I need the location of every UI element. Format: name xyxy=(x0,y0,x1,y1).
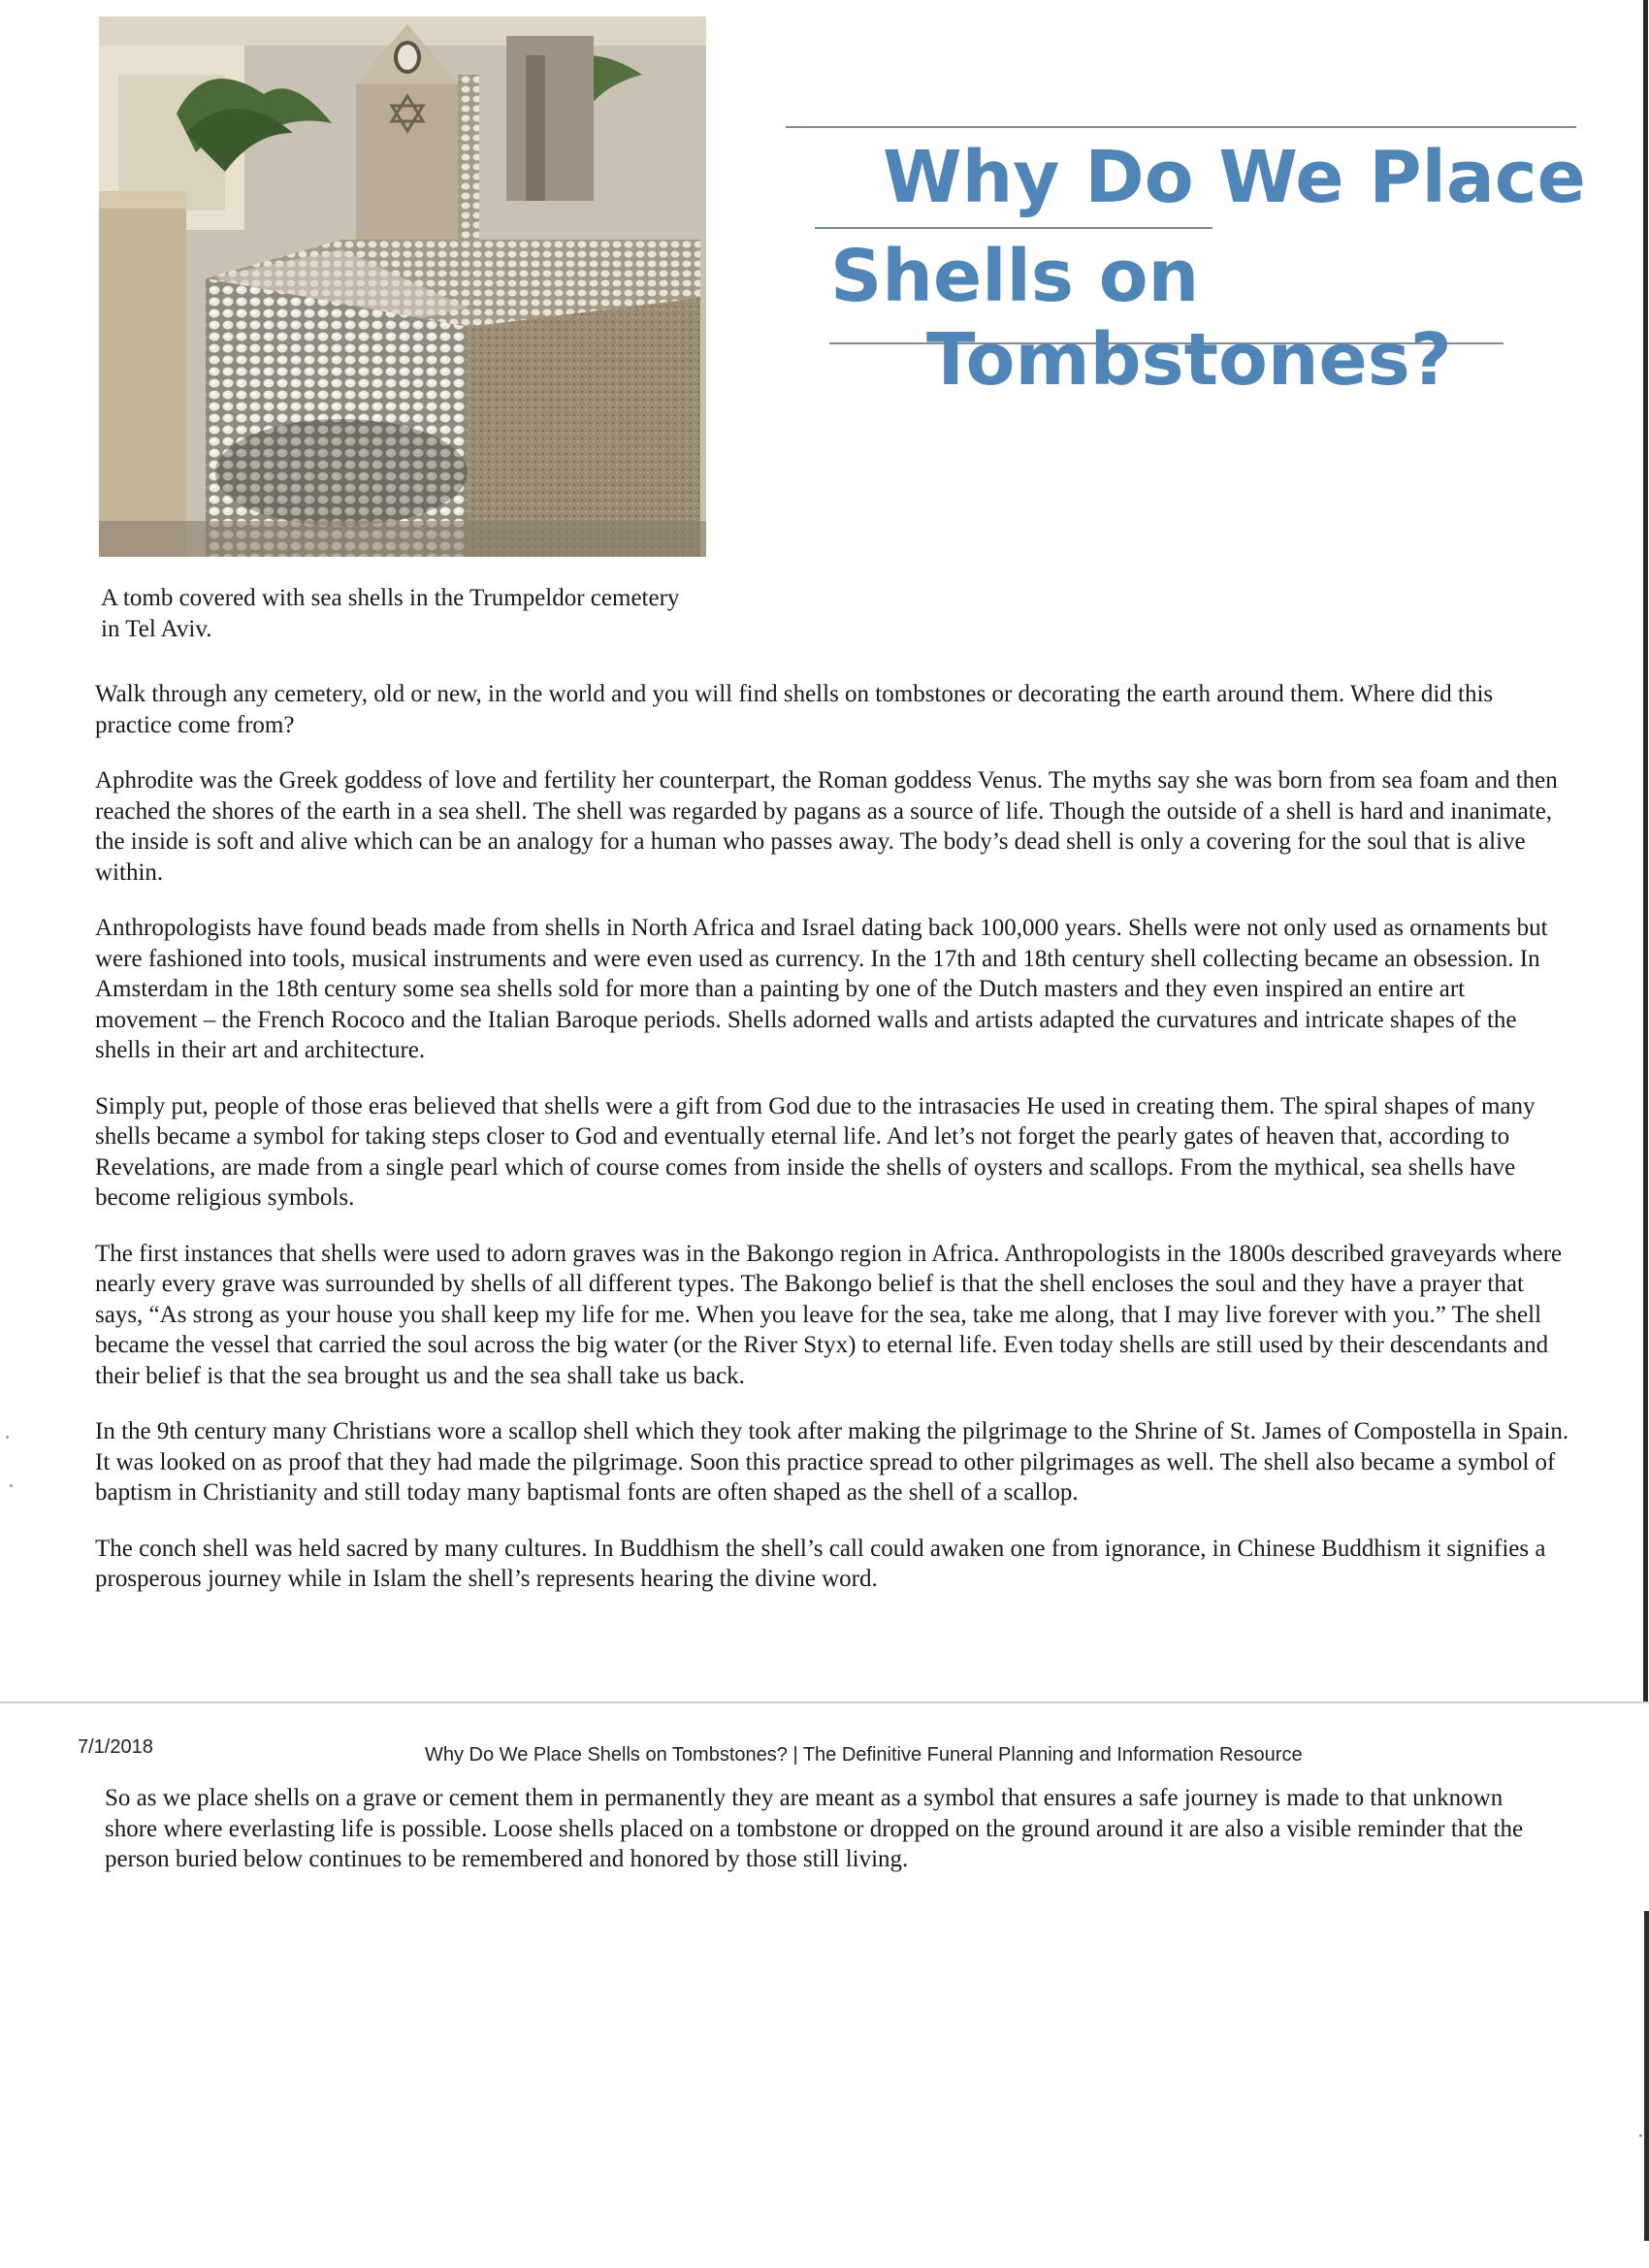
tomb-photo xyxy=(99,16,706,557)
article-paragraph: Simply put, people of those eras believed that shells were a gift from God due to the intrasacies He used in creating them. The spiral shapes of many shells became a symbol for taking steps closer to God and eventually eternal life. And let’s not forget the pearly gates of heaven that, according to Revelations, are made from a single pearl which of course comes from inside the shells of oysters and scallops. From the mythical, sea shells have become religious symbols. xyxy=(95,1092,1536,1211)
title-line-2: Shells on xyxy=(830,235,1200,318)
article-paragraph: In the 9th century many Christians wore a scallop shell which they took after making the pilgrimage to the Shrine of St. James of Compostella in Spain. It was looked on as proof that they had made the pilgrimage. Soon this practice spread to other pilgrimages as well. The shell also became a symbol of baptism in Christianity and still today many baptismal fonts are often shaped as the shell of a scallop. xyxy=(95,1418,1569,1506)
tomb-illustration xyxy=(99,16,706,557)
page-edge-shadow xyxy=(1643,0,1648,1701)
title-rule-middle xyxy=(815,227,1212,229)
scan-speck xyxy=(1639,2134,1642,2137)
article-title xyxy=(776,116,1586,437)
article-paragraph: The first instances that shells were used to adorn graves was in the Bakongo region in Africa. Anthropologists in the 1800s described graveyards where nearly every grave was surrounded by shells of all different types. The Bakongo belief is that the shell encloses the soul and they have a prayer that says, “As strong as your house you shall keep my life for me. When you leave for the sea, take me along, that I may live forever with you.” The shell became the vessel that carried the soul across the big water (or the River Styx) to eternal life. Even today shells are still used by their descendants and their belief is that the sea brought us and the sea shall take us back. xyxy=(95,1240,1563,1389)
article-body xyxy=(95,679,1569,1620)
article-paragraph: The conch shell was held sacred by many cultures. In Buddhism the shell’s call could awaken one from ignorance, in Chinese Buddhism it signifies a prosperous journey while in Islam the shell’s represents hearing the divine word. xyxy=(95,1535,1546,1592)
article-paragraph: Anthropologists have found beads made from shells in North Africa and Israel dating back 100,000 years. Shells were not only used as ornaments but were fashioned into tools, musical instruments and were even used as currency. In the 17th and 18th century shell collecting became an obsession. In Amsterdam in the 18th century some sea shells sold for more than a painting by one of the Dutch masters and they even inspired an entire art movement – the French Rococo and the Italian Baroque periods. Shells adorned walls and artists adapted the curvatures and intricate shapes of the shells in their art and architecture. xyxy=(95,915,1548,1063)
print-date: 7/1/2018 xyxy=(78,1736,153,1758)
continuation-paragraph: So as we place shells on a grave or cement them in permanently they are meant as a symbol that ensures a safe journey is made to that unknown shore where everlasting life is possible. Loose shells placed on a tombstone or dropped on the ground around it are also a visible reminder that the person buried below continues to be remembered and honored by those still living. xyxy=(105,1785,1524,1872)
title-line-1: Why Do We Place xyxy=(883,136,1586,219)
scan-speck xyxy=(10,1484,13,1487)
page-overlap-edge xyxy=(0,1701,1649,1703)
print-page-title: Why Do We Place Shells on Tombstones? | The Definitive Funeral Planning and Information Resource xyxy=(425,1744,1303,1766)
article-paragraph: Aphrodite was the Greek goddess of love and fertility her counterpart, the Roman goddess Venus. The myths say she was born from sea foam and then reached the shores of the earth in a sea shell. The shell was regarded by pagans as a source of life. Though the outside of a shell is hard and inanimate, the inside is soft and alive which can be an analogy for a human who passes away. The body’s dead shell is only a covering for the soul that is alive within. xyxy=(95,767,1558,886)
title-line-3: Tombstones? xyxy=(926,318,1452,402)
page-edge-shadow-lower xyxy=(1644,1911,1649,2241)
title-rule-top xyxy=(786,126,1576,128)
photo-caption: A tomb covered with sea shells in the Trumpeldor cemetery in Tel Aviv. xyxy=(101,585,680,642)
article-paragraph: Walk through any cemetery, old or new, in the world and you will find shells on tombstones or decorating the earth around them. Where did this practice come from? xyxy=(95,681,1494,738)
scan-speck xyxy=(6,1436,9,1439)
